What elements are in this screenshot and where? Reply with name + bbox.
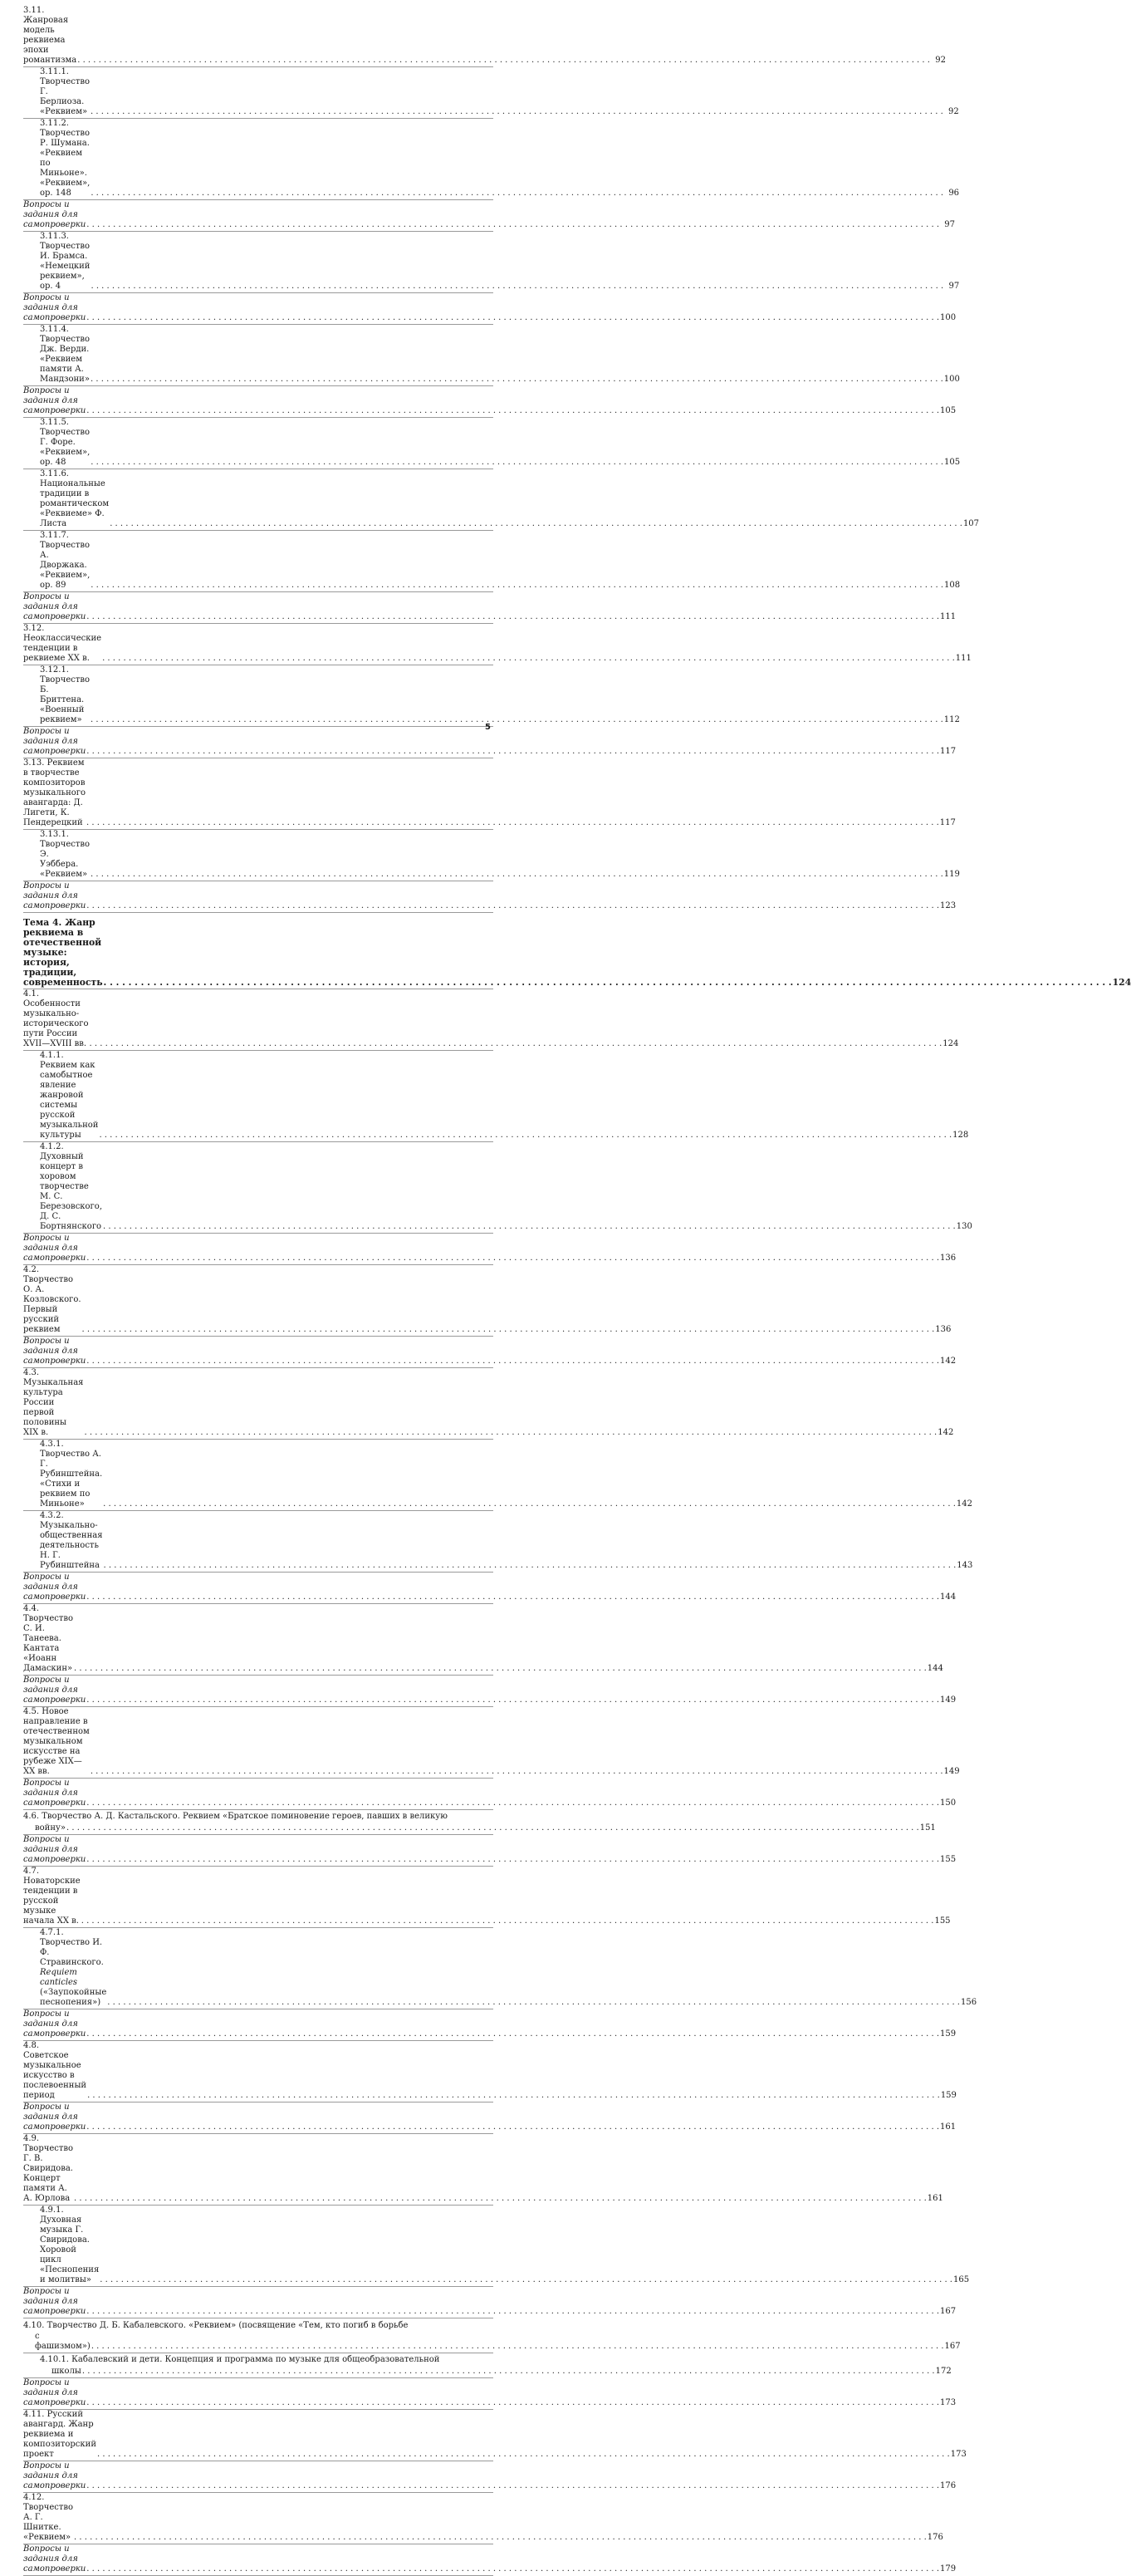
toc-page-number: 97 <box>944 220 956 229</box>
toc-self-check <box>23 1234 957 1265</box>
leader-dots <box>91 107 943 117</box>
toc-entry <box>23 758 956 830</box>
page-number: 5 <box>485 723 491 732</box>
leader-dots <box>102 654 955 664</box>
leader-dots <box>107 1998 960 2008</box>
toc-entry-title: Вопросы и задания для самопроверки <box>23 1573 86 1602</box>
toc-page-number: 161 <box>927 2194 943 2204</box>
toc-entry <box>23 6 946 67</box>
leader-dots <box>103 1499 956 1509</box>
leader-dots <box>86 818 939 828</box>
toc-entry <box>23 2353 493 2366</box>
toc-entry-continuation <box>23 2331 961 2353</box>
toc-page-number: 136 <box>940 1254 957 1263</box>
leader-dots <box>84 1428 937 1438</box>
toc-entry-title: Вопросы и задания для самопроверки <box>23 200 86 229</box>
toc-entry-title: 4.7. Новаторские тенденции в русской музыке начала XX в. <box>23 1867 81 1926</box>
toc-page-number: 173 <box>940 2397 957 2407</box>
toc-page-number: 105 <box>944 458 961 467</box>
leader-dots <box>86 747 939 757</box>
toc-page-number: 111 <box>940 612 957 621</box>
toc-page-number: 96 <box>948 189 960 198</box>
toc-page-number: 117 <box>939 818 956 827</box>
toc-page-number: 108 <box>944 581 961 590</box>
leader-dots <box>91 581 943 591</box>
leader-dots <box>91 282 943 292</box>
toc-page-number: 155 <box>940 1855 957 1865</box>
toc-entry-title: 4.5. Новое направление в отечественном музыкальном искусстве на рубеже XIX—XX вв. <box>23 1707 90 1776</box>
toc-page-number: 150 <box>940 1798 957 1808</box>
toc-entry <box>23 325 960 386</box>
toc-self-check <box>23 592 957 624</box>
toc-self-check <box>23 881 957 913</box>
leader-dots <box>104 1561 957 1571</box>
leader-dots <box>66 1823 919 1833</box>
toc-page-number: 142 <box>938 1428 954 1437</box>
leader-dots <box>86 2564 939 2574</box>
toc-entry <box>23 1368 954 1440</box>
toc-page-number: 142 <box>940 1357 957 1366</box>
leader-dots <box>86 406 939 416</box>
toc-page-number: 119 <box>943 870 960 879</box>
toc-entry <box>23 665 960 727</box>
toc-entry <box>23 1142 972 1234</box>
toc-entry-title: 4.6. Творчество А. Д. Кастальского. Реквием «Братское поминовение героев, павших в великую <box>23 1812 448 1822</box>
leader-dots <box>86 1798 939 1808</box>
toc-entry-title: 3.13.1. Творчество Э. Уэббера. «Реквием» <box>40 830 91 879</box>
toc-topic-heading <box>23 917 1131 989</box>
toc-entry-title: 3.11.2. Творчество Р. Шумана. «Реквием по Миньоне». «Реквием», ор. 148 <box>40 119 91 198</box>
toc-self-check <box>23 2377 957 2410</box>
leader-dots <box>103 1222 956 1232</box>
toc-page-number: 128 <box>952 1131 969 1140</box>
leader-dots <box>86 1254 939 1263</box>
toc-entry-title: 4.10. Творчество Д. Б. Кабалевского. «Реквием» (посвящение «Тем, кто погиб в борьбе <box>23 2320 409 2330</box>
toc-entry <box>23 1051 969 1142</box>
leader-dots <box>86 1695 939 1705</box>
toc-entry-title: Вопросы и задания для самопроверки <box>23 1676 86 1705</box>
toc-page-number: 151 <box>919 1823 936 1833</box>
toc-page-number: 100 <box>940 313 957 322</box>
toc-page-number: 155 <box>934 1916 951 1926</box>
toc-entry-title: 4.3.2. Музыкально-общественная деятельность Н. Г. Рубинштейна <box>40 1511 103 1570</box>
leader-dots <box>91 870 943 880</box>
toc-entry <box>23 232 960 293</box>
toc-entry <box>23 2492 943 2544</box>
toc-entry-title: Вопросы и задания для самопроверки <box>23 2009 86 2039</box>
leader-dots <box>82 2367 935 2377</box>
leader-dots <box>86 2122 939 2132</box>
leader-dots <box>81 1916 934 1926</box>
leader-dots <box>110 519 962 529</box>
toc-page-number: 123 <box>940 901 957 910</box>
toc-page-number: 149 <box>943 1767 960 1776</box>
toc-entry-title: Вопросы и задания для самопроверки <box>23 2377 86 2407</box>
toc-page-number: 136 <box>935 1325 952 1334</box>
toc-page-number: 161 <box>940 2122 957 2132</box>
toc-entry-title: 4.7.1. Творчество И. Ф. Стравинского. Requiem canticles («Заупокойные песнопения») <box>40 1928 107 2008</box>
toc-entry-title: 3.11. Жанровая модель реквиема эпохи романтизма <box>23 6 77 65</box>
toc-entry-title: 4.1.2. Духовный концерт в хоровом творчестве М. С. Березовского, Д. С. Бортнянского <box>40 1142 102 1231</box>
leader-dots <box>100 2275 952 2285</box>
toc-entry-title: Вопросы и задания для самопроверки <box>23 1779 86 1808</box>
toc-page-number: 149 <box>940 1695 957 1705</box>
toc-entry-title: 3.11.5. Творчество Г. Форе. «Реквием», ор. 48 <box>40 418 91 467</box>
toc-entry <box>23 418 961 469</box>
toc-self-check <box>23 2009 957 2041</box>
leader-dots <box>99 1131 952 1141</box>
toc-self-check <box>23 1573 957 1604</box>
toc-entry-title: Тема 4. Жанр реквиема в отечественной музыке: история, традиции, современность <box>23 917 103 988</box>
toc-page-number: 143 <box>957 1561 973 1570</box>
leader-dots <box>104 978 1112 988</box>
leader-dots <box>90 1039 942 1049</box>
toc-entry-continuation <box>23 2366 952 2378</box>
toc-entry-title-continued: войну» <box>35 1823 66 1833</box>
toc-page-number: 92 <box>935 56 946 65</box>
toc-self-check <box>23 2103 957 2134</box>
leader-dots <box>86 2307 939 2317</box>
leader-dots <box>74 2533 927 2543</box>
toc-page-number: 167 <box>940 2307 957 2317</box>
toc-entry-title: 4.1. Особенности музыкально-исторического пути России XVII—XVIII вв. <box>23 989 89 1048</box>
toc-entry-continuation <box>23 1823 936 1835</box>
toc-entry <box>23 830 960 881</box>
toc-page-number: 176 <box>927 2532 943 2542</box>
toc-entry <box>23 1265 952 1337</box>
leader-dots <box>86 2481 939 2491</box>
toc-entry-title: 4.9.1. Духовная музыка Г. Свиридова. Хоровой цикл «Песнопения и молитвы» <box>40 2206 100 2285</box>
toc-self-check <box>23 293 957 325</box>
leader-dots <box>86 1855 939 1865</box>
toc-entry-title: 4.11. Русский авангард. Жанр реквиема и композиторский проект <box>23 2409 96 2459</box>
toc-entry-title: 3.13. Реквием в творчестве композиторов музыкального авангарда: Д. Лигети, К. Пендерецкий <box>23 758 86 827</box>
toc-self-check <box>23 1676 957 1707</box>
toc-entry <box>23 469 980 531</box>
toc-page-number: 144 <box>927 1664 943 1673</box>
toc-entry-title: 4.3. Музыкальная культура России первой половины XIX в. <box>23 1368 84 1437</box>
toc-entry <box>23 119 960 200</box>
toc-self-check <box>23 200 956 232</box>
leader-dots <box>86 1592 939 1602</box>
toc-page-number: 124 <box>1112 977 1131 988</box>
toc-entry-title: 3.11.7. Творчество А. Дворжака. «Реквием», ор. 89 <box>40 531 91 590</box>
toc-self-check <box>23 386 957 418</box>
toc-self-check <box>23 2287 957 2318</box>
toc-page-number: 111 <box>955 654 972 663</box>
toc-entry <box>23 1928 977 2009</box>
toc-entry-title: 3.11.3. Творчество И. Брамса. «Немецкий реквием», ор. 4 <box>40 232 91 291</box>
toc-entry-title: 4.12. Творчество А. Г. Шнитке. «Реквием» <box>23 2492 74 2542</box>
toc-entry <box>23 2318 493 2331</box>
toc-entry-title: 3.12. Неоклассические тенденции в реквиеме XX в. <box>23 624 102 663</box>
leader-dots <box>86 1357 939 1367</box>
toc-entry <box>23 989 959 1051</box>
toc-entry <box>23 1604 943 1676</box>
toc-entry-title: 4.9. Творчество Г. В. Свиридова. Концерт памяти А. А. Юрлова <box>23 2134 74 2204</box>
leader-dots <box>91 458 943 468</box>
toc-page-number: 97 <box>948 282 960 291</box>
toc-entry-title: Вопросы и задания для самопроверки <box>23 592 86 621</box>
toc-entry <box>23 531 961 592</box>
toc-entry-title: Вопросы и задания для самопроверки <box>23 2544 86 2574</box>
toc-entry <box>23 2134 943 2206</box>
toc-entry-title: Вопросы и задания для самопроверки <box>23 386 86 415</box>
toc-page-number: 105 <box>940 406 957 415</box>
toc-entry-title: 4.3.1. Творчество А. Г. Рубинштейна. «Стихи и реквием по Миньоне» <box>40 1440 103 1509</box>
toc-page-number: 112 <box>943 715 960 724</box>
toc-entry-title-continued: с фашизмом») <box>35 2331 91 2351</box>
leader-dots <box>86 901 939 911</box>
toc-entry-title: 3.11.1. Творчество Г. Берлиоза. «Реквием» <box>40 67 91 116</box>
leader-dots <box>87 2091 940 2101</box>
toc-entry <box>23 1511 973 1573</box>
toc-self-check <box>23 1835 957 1867</box>
toc-page-number: 107 <box>962 519 980 528</box>
toc-entry-title: 4.10.1. Кабалевский и дети. Концепция и программа по музыке для общеобразовательной <box>40 2354 440 2364</box>
toc-page-number: 159 <box>940 2029 957 2039</box>
toc-entry <box>23 67 959 119</box>
toc-page-number: 179 <box>940 2564 957 2574</box>
toc-page-number: 117 <box>940 747 957 756</box>
toc-entry-title: 3.11.4. Творчество Дж. Верди. «Реквием памяти А. Мандзони» <box>40 325 91 384</box>
toc-entry <box>23 2206 970 2287</box>
toc-page-number: 173 <box>950 2449 967 2459</box>
toc-entry-title: 4.2. Творчество О. А. Козловского. Первый русский реквием <box>23 1265 81 1334</box>
toc-page-number: 156 <box>960 1998 977 2008</box>
leader-dots <box>91 1767 943 1777</box>
toc-page-number: 144 <box>940 1592 957 1602</box>
toc-entry <box>23 2409 967 2461</box>
toc-entry-title: Вопросы и задания для самопроверки <box>23 1337 86 1366</box>
toc-entry-title: 4.1.1. Реквием как самобытное явление жанровой системы русской музыкальной культуры <box>40 1051 99 1140</box>
toc-page-number: 159 <box>940 2091 957 2101</box>
leader-dots <box>97 2450 950 2460</box>
toc-page-number: 92 <box>948 107 959 116</box>
toc-self-check <box>23 2544 957 2576</box>
toc-entry-title: Вопросы и задания для самопроверки <box>23 2287 86 2317</box>
leader-dots <box>86 2398 939 2408</box>
toc-entry-title: Вопросы и задания для самопроверки <box>23 727 86 756</box>
toc-page-number: 165 <box>953 2275 970 2285</box>
toc-entry-title: 3.11.6. Национальные традиции в романтическом «Реквиеме» Ф. Листа <box>40 469 110 528</box>
toc-entry-title: Вопросы и задания для самопроверки <box>23 1835 86 1865</box>
toc-page-number: 172 <box>935 2366 952 2376</box>
toc-entry-title: 4.4. Творчество С. И. Танеева. Кантата «Иоанн Дамаскин» <box>23 1604 74 1673</box>
leader-dots <box>86 2029 939 2039</box>
toc-entry-title: Вопросы и задания для самопроверки <box>23 2461 86 2490</box>
toc-entry-title: Вопросы и задания для самопроверки <box>23 2103 86 2132</box>
toc-entry-title: Вопросы и задания для самопроверки <box>23 293 86 322</box>
toc-page-number: 167 <box>944 2341 961 2351</box>
toc-entry-title-continued: школы <box>51 2366 81 2376</box>
toc-page-number: 124 <box>942 1039 959 1048</box>
toc-entry <box>23 1867 951 1928</box>
leader-dots <box>74 2194 927 2204</box>
leader-dots <box>91 715 943 725</box>
toc-entry-title: Вопросы и задания для самопроверки <box>23 1234 86 1263</box>
toc-page-number: 130 <box>956 1222 972 1231</box>
toc-entry-title: Вопросы и задания для самопроверки <box>23 881 86 910</box>
toc-entry <box>23 624 972 665</box>
leader-dots <box>82 1325 935 1335</box>
toc-self-check <box>23 2461 957 2493</box>
toc-self-check <box>23 727 957 758</box>
leader-dots <box>91 189 943 199</box>
toc-page-number: 176 <box>940 2480 957 2490</box>
toc-entry-title: 3.12.1. Творчество Б. Бриттена. «Военный реквием» <box>40 665 91 724</box>
table-of-contents <box>23 6 1131 2576</box>
toc-self-check <box>23 1337 957 1368</box>
toc-self-check <box>23 1779 957 1810</box>
leader-dots <box>86 220 939 230</box>
leader-dots <box>91 375 943 385</box>
leader-dots <box>86 612 939 622</box>
leader-dots <box>86 313 939 323</box>
toc-entry-title: 4.8. Советское музыкальное искусство в послевоенный период <box>23 2041 87 2101</box>
leader-dots <box>77 56 930 66</box>
leader-dots <box>74 1664 927 1674</box>
leader-dots <box>91 2342 944 2352</box>
toc-entry <box>23 2041 957 2103</box>
toc-page-number: 100 <box>943 375 960 384</box>
toc-entry <box>23 1810 493 1823</box>
toc-entry <box>23 1707 960 1779</box>
toc-entry <box>23 1440 972 1511</box>
toc-page-number: 142 <box>956 1499 972 1509</box>
